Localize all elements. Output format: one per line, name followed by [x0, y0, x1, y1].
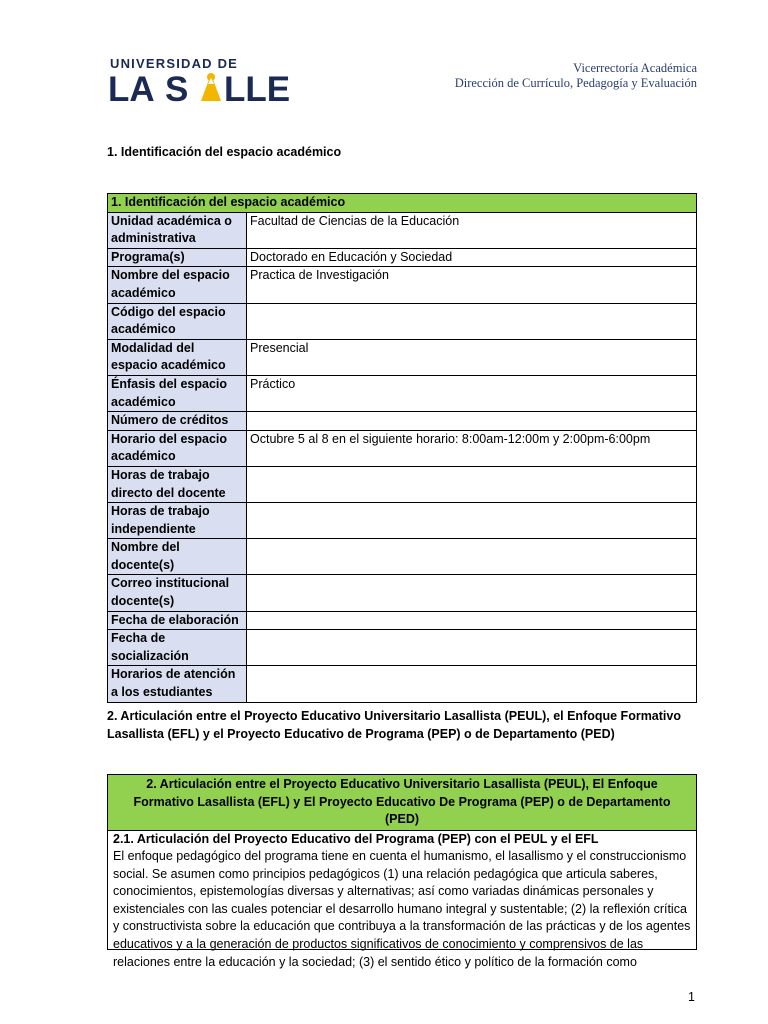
row-value — [247, 466, 697, 502]
identification-table-row — [108, 248, 697, 267]
row-label: Modalidad del espacio académico — [108, 339, 247, 375]
row-value — [247, 303, 697, 339]
row-label: Programa(s) — [108, 248, 247, 267]
row-value — [247, 539, 697, 575]
university-logo — [108, 56, 298, 109]
identification-table-row — [108, 503, 697, 539]
identification-table — [107, 193, 697, 703]
section1-heading: 1. Identificación del espacio académico — [107, 145, 342, 159]
identification-table-row — [108, 575, 697, 611]
identification-table-row — [108, 630, 697, 666]
identification-table-row — [108, 303, 697, 339]
articulation-body-text: El enfoque pedagógico del programa tiene en cuenta el humanismo, el lasallismo y el construccionismo social. Se asumen como principios pedagógicos (1) una relación pedagógica que articula saberes, conocimientos, epistemologías diversas y alternativas; así como variadas dinámicas personales y existenciales con las cuales potenciar el desarrollo humano integral y sustentable; (2) la reflexión crítica y constructivista sobre la educación que contribuya a la transformación de las prácticas y de los agentes educativos y a la generación de productos significativos de conocimiento y comprensivos de las relaciones entre la educación y la sociedad; (3) el sentido ético y político de la formación como — [113, 849, 691, 969]
row-value: Doctorado en Educación y Sociedad — [247, 248, 697, 267]
row-label: Horarios de atención a los estudiantes — [108, 666, 247, 702]
identification-table-row — [108, 267, 697, 303]
section2-heading: 2. Articulación entre el Proyecto Educativo Universitario Lasallista (PEUL), el Enfoque Formativo Lasallista (EFL) y el Proyecto Educativo de Programa (PEP) o de Departamento (PED) — [107, 709, 681, 741]
row-label: Fecha de elaboración — [108, 611, 247, 630]
logo-top-text: UNIVERSIDAD DE — [110, 56, 239, 71]
identification-table-row — [108, 412, 697, 431]
identification-table-row — [108, 430, 697, 466]
row-value: Practica de Investigación — [247, 267, 697, 303]
row-value: Facultad de Ciencias de la Educación — [247, 212, 697, 248]
row-label: Fecha de socialización — [108, 630, 247, 666]
logo-wordmark — [108, 68, 298, 109]
row-value: Octubre 5 al 8 en el siguiente horario: 8:00am-12:00m y 2:00pm-6:00pm — [247, 430, 697, 466]
row-label: Unidad académica o administrativa — [108, 212, 247, 248]
identification-table-row — [108, 466, 697, 502]
logo-wordmark-la: LA — [108, 70, 155, 109]
row-value — [247, 666, 697, 702]
header-line-vicerrectoria: Vicerrectoría Académica — [573, 61, 697, 75]
articulation-table — [107, 774, 697, 969]
logo-wordmark-s: S — [165, 70, 189, 109]
row-label: Énfasis del espacio académico — [108, 375, 247, 411]
row-value — [247, 630, 697, 666]
header-line-direccion: Dirección de Currículo, Pedagogía y Evaluación — [454, 76, 697, 90]
identification-table-title-row — [108, 194, 697, 213]
identification-table-row — [108, 212, 697, 248]
page-number: 1 — [688, 990, 695, 1004]
header-institution — [455, 61, 697, 91]
row-label: Nombre del espacio académico — [108, 267, 247, 303]
row-label: Correo institucional docente(s) — [108, 575, 247, 611]
identification-table-row — [108, 666, 697, 702]
row-value — [247, 503, 697, 539]
logo-star-a — [201, 73, 221, 101]
row-value: Práctico — [247, 375, 697, 411]
row-label: Horas de trabajo independiente — [108, 503, 247, 539]
row-label: Horario del espacio académico — [108, 430, 247, 466]
identification-table-row — [108, 611, 697, 630]
row-label: Horas de trabajo directo del docente — [108, 466, 247, 502]
identification-table-row — [108, 375, 697, 411]
row-value — [247, 412, 697, 431]
row-value — [247, 611, 697, 630]
articulation-subheading: 2.1. Articulación del Proyecto Educativo del Programa (PEP) con el PEUL y el EFL — [113, 831, 599, 846]
row-value: Presencial — [247, 339, 697, 375]
row-label: Código del espacio académico — [108, 303, 247, 339]
articulation-table-title: 2. Articulación entre el Proyecto Educativo Universitario Lasallista (PEUL), El Enfoque Formativo Lasallista (EFL) y El Proyecto Educativo De Programa (PEP) o de Departamento (PED) — [108, 775, 696, 831]
row-value — [247, 575, 697, 611]
identification-table-row — [108, 339, 697, 375]
row-label: Número de créditos — [108, 412, 247, 431]
identification-table-row — [108, 539, 697, 575]
logo-wordmark-lle: LLE — [224, 70, 291, 109]
identification-table-title: 1. Identificación del espacio académico — [108, 194, 697, 213]
row-label: Nombre del docente(s) — [108, 539, 247, 575]
